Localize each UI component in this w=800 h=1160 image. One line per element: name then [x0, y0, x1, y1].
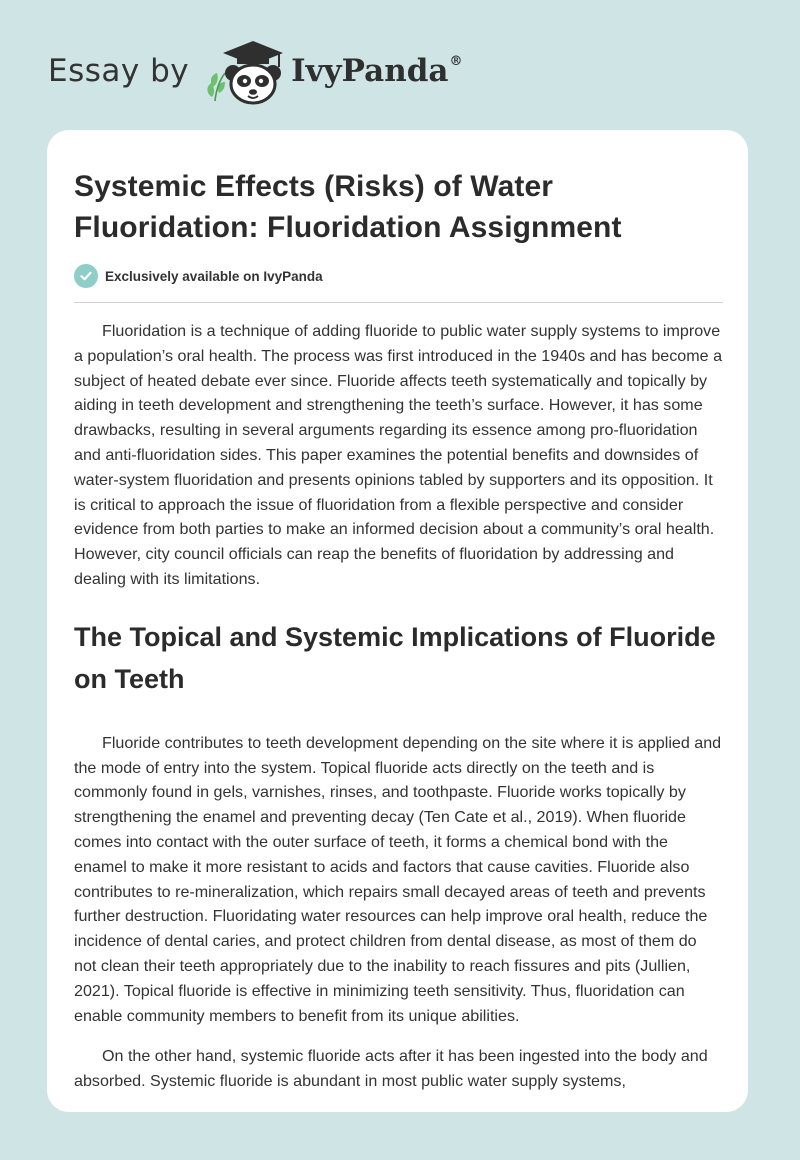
- divider: [74, 302, 723, 303]
- article-card: [47, 130, 748, 1112]
- page-title: Systemic Effects (Risks) of Water Fluoridation: Fluoridation Assignment: [74, 170, 622, 244]
- ivypanda-logo-icon[interactable]: [203, 35, 287, 107]
- section-heading: The Topical and Systemic Implications of Fluoride on Teeth: [74, 621, 716, 694]
- site-header: [48, 36, 508, 106]
- registered-mark: ®: [449, 54, 463, 69]
- body-paragraph: Fluoride contributes to teeth development depending on the site where it is applied and the mode of entry into the system. Topical fluoride acts directly on the teeth and is commonly found in gels, varnishes, rinses, and toothpaste. Fluoride works topically by strengthening the enamel and preventing decay (Ten Cate et al., 2019). When fluoride comes into contact with the outer surface of teeth, it forms a chemical bond with the enamel to make it more resistant to acids and factors that cause cavities. Fluoride also contributes to re-mineralization, which repairs small decayed areas of teeth and prevents further destruction. Fluoridating water resources can help improve oral health, reduce the incidence of dental caries, and protect children from dental disease, as most of them do not clean their teeth appropriately due to the inability to reach fissures and pits (Jullien, 2021). Topical fluoride is effective in minimizing teeth sensitivity. Thus, fluoridation can enable community members to benefit from its unique abilities.: [74, 733, 722, 1025]
- article-body: [74, 166, 723, 1094]
- essay-by-label: Essay by: [48, 53, 190, 89]
- exclusive-badge-label: Exclusively available on IvyPanda: [105, 268, 323, 284]
- exclusive-badge: [74, 264, 723, 288]
- brand-name[interactable]: IvyPanda®: [291, 53, 463, 89]
- body-paragraph: On the other hand, systemic fluoride acts after it has been ingested into the body and absorbed. Systemic fluoride is abundant in most public water supply systems,: [74, 1047, 708, 1091]
- intro-paragraph: Fluoridation is a technique of adding fluoride to public water supply systems to improve a population’s oral health. The process was first introduced in the 1940s and has become a subject of heated debate ever since. Fluoride affects teeth systematically and topically by aiding in teeth development and strengthening the teeth’s surface. However, it has some drawbacks, resulting in several arguments regarding its essence among pro-fluoridation and anti-fluoridation sides. This paper examines the potential benefits and downsides of water-system fluoridation and presents opinions tabled by supporters and its opposition. It is critical to approach the issue of fluoridation from a flexible perspective and consider evidence from both parties to make an informed decision about a community’s oral health. However, city council officials can reap the benefits of fluoridation by addressing and dealing with its limitations.: [74, 322, 723, 588]
- check-circle-icon: [74, 264, 98, 288]
